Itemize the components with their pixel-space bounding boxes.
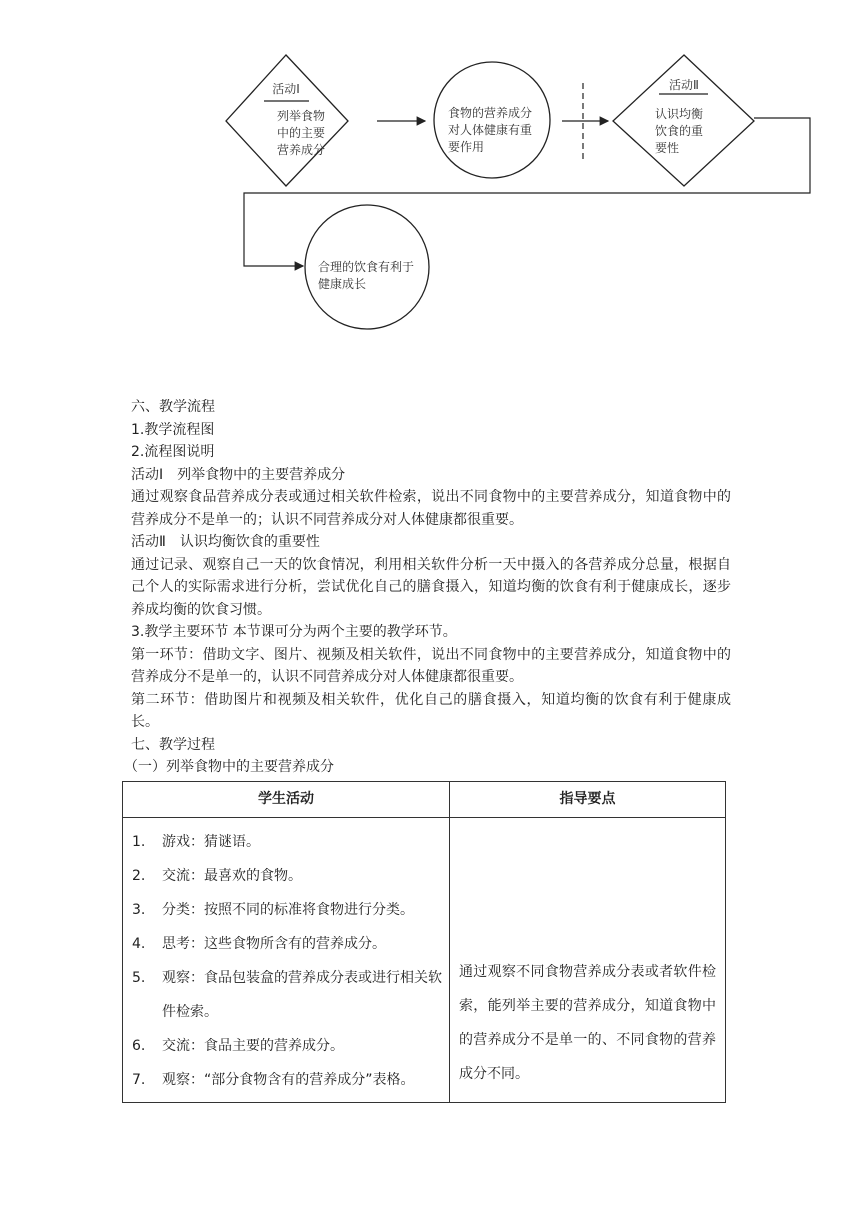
list-text: 思考：这些食物所含有的营养成分。 [162,935,386,952]
teaching-process-table [122,781,726,1103]
list-number: 4. [132,935,146,952]
activity1-line-1: 列举食物 [276,109,325,123]
stage1-description: 第一环节：借助文字、图片、视频及相关软件，说出不同食物中的主要营养成分，知道食物中的营养成分不是单一的，认识不同营养成分对人体健康都很重要。 [131,646,731,685]
activity2-line-3: 要性 [655,141,680,155]
circle1-line-2: 对人体健康有重 [448,123,533,137]
activity2-line-2: 饮食的重 [655,124,704,138]
student-activity-cell [123,817,450,1102]
activity2-title: 活动Ⅱ 认识均衡饮食的重要性 [131,534,320,550]
section6-heading: 六、教学流程 [131,399,215,415]
main-stages-item: 3.教学主要环节 本节课可分为两个主要的教学环节。 [131,624,457,640]
activity2-label [655,106,729,157]
stage2-description: 第二环节：借助图片和视频及相关软件，优化自己的膳食摄入，知道均衡的饮食有利于健康成长。 [131,691,731,730]
activity1-label [266,108,336,159]
list-number: 5. [132,969,146,986]
table-header-row [123,781,726,817]
list-text: 交流：食品主要的营养成分。 [162,1037,344,1054]
activity-list [124,819,448,1101]
subsection1-heading: （一）列举食物中的主要营养成分 [124,759,334,775]
activity1-description: 通过观察食品营养成分表或通过相关软件检索，说出不同食物中的主要营养成分，知道食物中的营养成分不是单一的；认识不同营养成分对人体健康都很重要。 [131,489,731,528]
circle2-label [318,259,428,293]
list-item [132,961,448,1029]
section7-heading: 七、教学过程 [131,736,215,753]
list-text: 交流：最喜欢的食物。 [162,867,302,884]
circle1-line-1: 食物的营养成分 [448,106,533,120]
circle1-label [448,105,548,156]
table-row [123,817,726,1102]
circle2-line-2: 健康成长 [318,277,367,291]
list-text: 分类：按照不同的标准将食物进行分类。 [162,901,414,918]
activity2-description: 通过记录、观察自己一天的饮食情况，利用相关软件分析一天中摄入的各营养成分总量，根据自己个人的实际需求进行分析，尝试优化自己的膳食摄入，知道均衡的饮食有利于健康成长，逐步养成均衡的饮食习惯。 [131,556,731,618]
guidance-text: 通过观察不同食物营养成分表或者软件检索，能列举主要的营养成分，知道食物中的营养成分不是单一的、不同食物的营养成分不同。 [459,963,716,1082]
list-number: 1. [132,833,146,850]
activity1-tag: 活动Ⅰ [272,82,300,96]
list-item [132,1029,448,1063]
list-item [132,825,448,859]
list-text: 观察：“部分食物含有的营养成分”表格。 [162,1071,415,1088]
circle2-line-1: 合理的饮食有利于 [318,260,415,274]
activity1-title: 活动Ⅰ 列举食物中的主要营养成分 [131,466,346,483]
activity1-line-2: 中的主要 [276,126,325,140]
activity1-line-3: 营养成分 [276,143,325,157]
list-number: 7. [132,1071,146,1088]
activity2-line-1: 认识均衡 [655,107,704,121]
list-item [132,927,448,961]
circle1-line-3: 要作用 [448,140,485,154]
list-number: 3. [132,901,146,918]
flowchart-explanation-item: 2.流程图说明 [131,444,215,460]
list-item [132,859,448,893]
flowchart-item: 1.教学流程图 [131,421,215,438]
list-text: 游戏：猜谜语。 [162,833,260,850]
header-student-activity: 学生活动 [123,781,450,817]
list-number: 6. [132,1037,146,1054]
list-item [132,893,448,927]
activity2-tag: 活动Ⅱ [669,78,699,92]
document-body [124,396,731,1103]
guidance-cell [450,817,726,1102]
list-item [132,1063,448,1097]
list-number: 2. [132,867,146,884]
list-text: 观察：食品包装盒的营养成分表或进行相关软件检索。 [162,969,442,1020]
teaching-flowchart [0,0,860,340]
header-guidance: 指导要点 [450,781,726,817]
